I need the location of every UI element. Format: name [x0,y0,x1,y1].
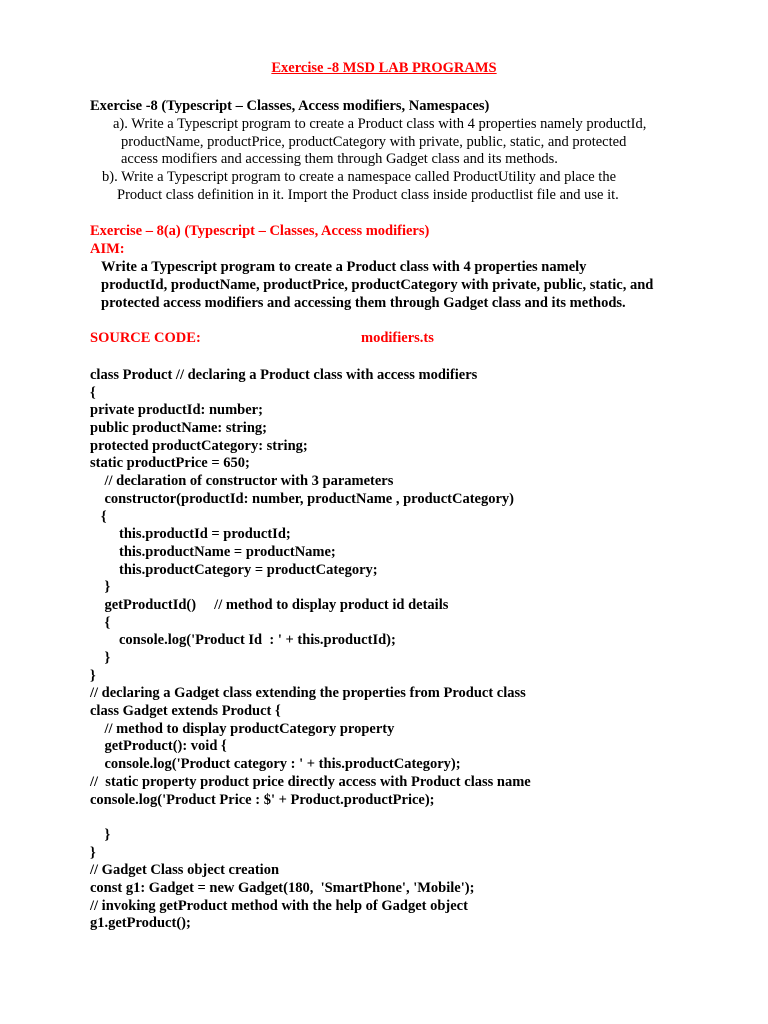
code-line: // invoking getProduct method with the help of Gadget object [90,897,468,914]
code-line: // declaring a Gadget class extending the properties from Product class [90,685,526,702]
code-line: { [90,614,111,631]
aim-line: productId, productName, productPrice, productCategory with private, public, static, and [101,277,654,293]
exercise-8a-title: Exercise – 8(a) (Typescript – Classes, Access modifiers) [90,223,430,239]
task-b-line: b). Write a Typescript program to create a namespace called ProductUtility and place the [102,169,617,185]
code-line: } [90,650,111,666]
code-line: public productName: string; [90,420,267,437]
code-line: console.log('Product category : ' + this.productCategory); [90,756,461,773]
code-line: this.productCategory = productCategory; [90,561,378,578]
code-line: { [90,384,96,401]
aim-label: AIM: [90,241,125,257]
task-a-line: a). Write a Typescript program to create a Product class with 4 properties namely productId, [113,116,647,132]
code-line: static productPrice = 650; [90,455,250,472]
code-line: console.log('Product Price : $' + Product.productPrice); [90,791,435,808]
code-line: protected productCategory: string; [90,437,308,454]
source-code-label: SOURCE CODE: [90,330,201,346]
code-line: constructor(productId: number, productName , productCategory) [90,490,514,507]
code-line [90,809,531,827]
task-a [113,116,646,169]
code-line: // Gadget Class object creation [90,862,280,879]
exercise-heading: Exercise -8 (Typescript – Classes, Access modifiers, Namespaces) [90,98,490,114]
code-line: const g1: Gadget = new Gadget(180, 'SmartPhone', 'Mobile'); [90,879,475,896]
aim-line: protected access modifiers and accessing them through Gadget class and its methods. [101,295,626,311]
page-title: Exercise -8 MSD LAB PROGRAMS [271,60,497,76]
code-line: class Product // declaring a Product class with access modifiers [90,367,478,383]
code-line: g1.getProduct(); [90,915,191,932]
code-line: } [90,579,111,596]
task-b-line: Product class definition in it. Import the Product class inside productlist file and use it. [117,186,619,203]
task-a-line: productName, productPrice, productCategory with private, public, static, and protected [121,133,627,150]
code-block [90,367,531,933]
task-a-line: access modifiers and accessing them through Gadget class and its methods. [121,151,558,168]
code-line: this.productId = productId; [90,526,291,543]
code-line: } [90,844,96,861]
code-line: class Gadget extends Product { [90,703,281,720]
code-line: this.productName = productName; [90,543,336,560]
code-line: // static property product price directly access with Product class name [90,773,531,790]
code-line: } [90,826,111,843]
code-line: // declaration of constructor with 3 parameters [90,473,394,490]
code-line: console.log('Product Id : ' + this.productId); [90,632,396,649]
aim-text [101,258,653,312]
code-line: // method to display productCategory property [90,720,395,737]
source-file-name: modifiers.ts [361,330,434,346]
task-b [102,169,619,204]
code-line: getProductId() // method to display product id details [90,596,449,613]
code-line: private productId: number; [90,402,263,419]
code-line: getProduct(): void { [90,738,227,755]
code-line: } [90,667,96,684]
aim-line: Write a Typescript program to create a Product class with 4 properties namely [101,259,587,275]
code-line: { [90,508,107,525]
